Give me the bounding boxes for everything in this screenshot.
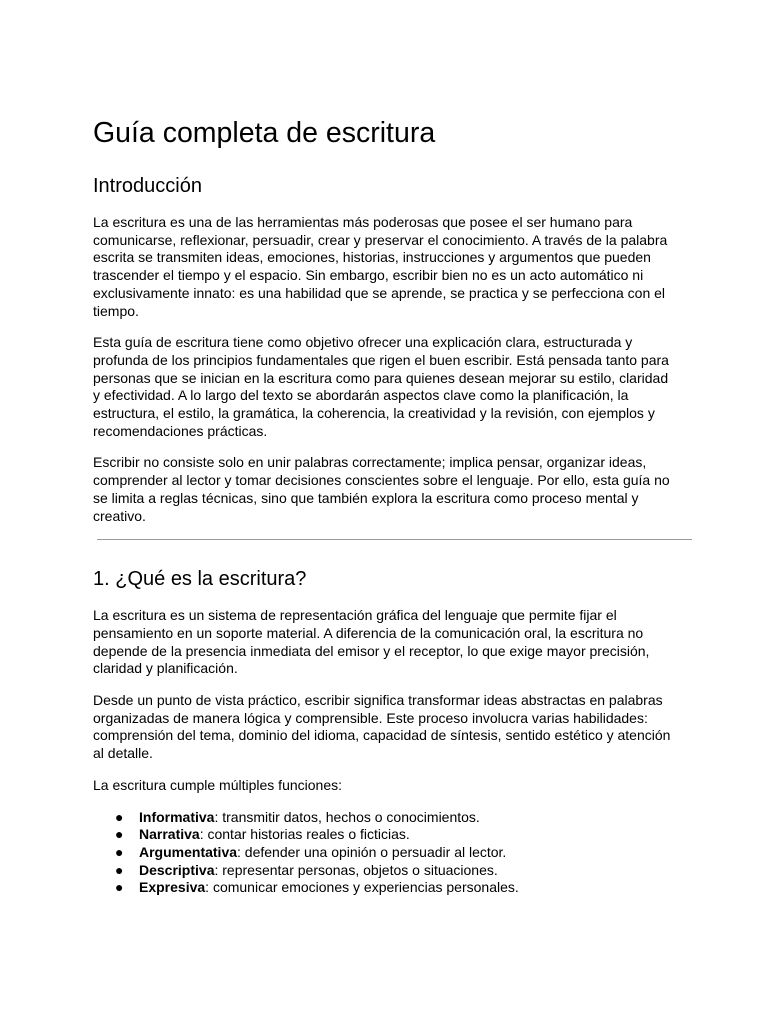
intro-heading: Introducción [93, 175, 202, 197]
section-divider [97, 539, 692, 540]
function-description: : defender una opinión o persuadir al lector. [237, 843, 507, 860]
function-term: Narrativa [139, 826, 200, 843]
section-heading: 1. ¿Qué es la escritura? [93, 568, 307, 591]
function-description: : comunicar emociones y experiencias personales. [205, 879, 519, 896]
intro-paragraph: Escribir no consiste solo en unir palabras correctamente; implica pensar, organizar ideas, comprender al lector y tomar decisiones conscientes sobre el lenguaje. Por ello, esta guía no se limita a reglas técnicas, sino que también explora la escritura como proceso mental y creativo. [93, 454, 670, 524]
document-page [93, 114, 675, 897]
section-paragraph: Desde un punto de vista práctico, escribir significa transformar ideas abstractas en palabras organizadas de manera lógica y comprensible. Este proceso involucra varias habilidades: comprensión del tema, dominio del idioma, capacidad de síntesis, sentido estético y atención al detalle. [93, 692, 671, 762]
intro-paragraph: Esta guía de escritura tiene como objetivo ofrecer una explicación clara, estructurada y profunda de los principios fundamentales que rigen el buen escribir. Está pensada tanto para personas que se inician en la escritura como para quienes desean mejorar su estilo, claridad y efectividad. A lo largo del texto se abordarán aspectos clave como la planificación, la estructura, el estilo, la gramática, la coherencia, la creatividad y la revisión, con ejemplos y recomendaciones prácticas. [93, 334, 669, 439]
list-item [93, 862, 675, 880]
bullet-icon: ● [115, 808, 124, 825]
bullet-icon: ● [115, 861, 124, 878]
bullet-icon: ● [115, 826, 124, 843]
function-description: : representar personas, objetos o situaciones. [214, 861, 498, 878]
list-item [93, 809, 675, 827]
section-paragraph: La escritura cumple múltiples funciones: [93, 776, 343, 793]
document-title: Guía completa de escritura [93, 117, 436, 149]
list-item [93, 826, 675, 844]
list-item [93, 844, 675, 862]
intro-paragraph: La escritura es una de las herramientas más poderosas que posee el ser humano para comunicarse, reflexionar, persuadir, crear y preservar el conocimiento. A través de la palabra escrita se transmiten ideas, emociones, historias, instrucciones y argumentos que pueden trascender el tiempo y el espacio. Sin embargo, escribir bien no es un acto automático ni exclusivamente innato: es una habilidad que se aprende, se practica y se perfecciona con el tiempo. [93, 214, 668, 319]
bullet-icon: ● [115, 879, 124, 896]
list-item [93, 879, 675, 897]
bullet-icon: ● [115, 843, 124, 860]
function-description: : transmitir datos, hechos o conocimientos. [214, 808, 480, 825]
function-term: Descriptiva [139, 861, 215, 878]
functions-list [93, 809, 675, 898]
section-paragraph: La escritura es un sistema de representación gráfica del lenguaje que permite fijar el pensamiento en un soporte material. A diferencia de la comunicación oral, la escritura no depende de la presencia inmediata del emisor y el receptor, lo que exige mayor precisión, claridad y planificación. [93, 607, 650, 677]
function-term: Informativa [139, 808, 215, 825]
function-term: Expresiva [139, 879, 206, 896]
function-term: Argumentativa [139, 843, 238, 860]
function-description: : contar historias reales o ficticias. [199, 826, 410, 843]
